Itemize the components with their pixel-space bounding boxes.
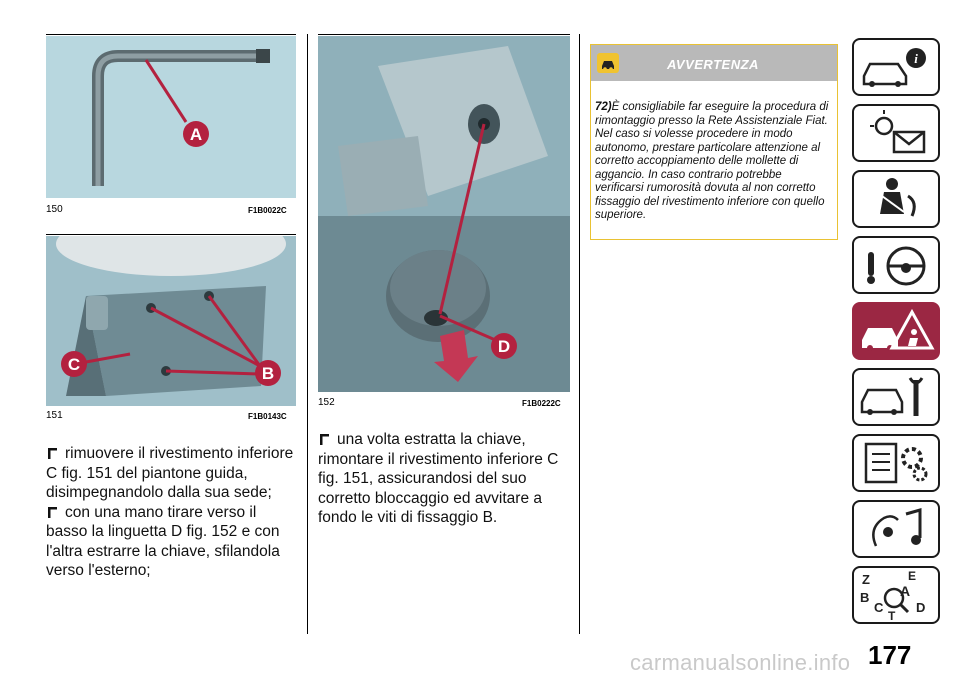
column2-item1: una volta estratta la chiave, rimontare il rivestimento inferiore C fig. 151, assicurandosi del suo corretto bloccaggio ed avvitare a fondo le viti di fissaggio B. [318, 431, 559, 526]
fig150-number: 150 [46, 204, 63, 215]
label-b: B [261, 364, 275, 383]
fig151-top-rule [46, 234, 296, 235]
allen-key-illustration [46, 36, 296, 198]
checkbox-bullet-icon [48, 448, 57, 459]
warning-box [590, 44, 838, 240]
multimedia-icon [854, 502, 938, 556]
index-letter-e: E [908, 569, 917, 583]
warning-header [591, 45, 837, 81]
tab-multimedia[interactable] [852, 500, 940, 558]
column-divider-1 [307, 34, 308, 634]
figure-152 [318, 36, 570, 392]
warning-title: AVVERTENZA [667, 57, 759, 72]
maintenance-icon [854, 370, 938, 424]
tab-index[interactable] [852, 566, 940, 624]
column1-text [46, 444, 298, 581]
safety-icon [854, 172, 938, 226]
index-letter-b: B [860, 590, 870, 605]
index-letter-d: D [916, 600, 926, 615]
steering-column-cover-illustration [46, 236, 296, 406]
tab-driving[interactable] [852, 236, 940, 294]
ignition-lock-illustration [318, 36, 570, 392]
page-number: 177 [868, 640, 912, 670]
tab-safety[interactable] [852, 170, 940, 228]
index-icon [854, 568, 938, 622]
index-letter-c: C [874, 600, 884, 615]
label-a: A [189, 125, 203, 144]
column1-item1: rimuovere il rivestimento inferiore C fig. 151 del piantone guida, disimpegnandolo dalla sua sede; [46, 445, 294, 501]
fig152-top-rule [318, 34, 570, 35]
fig151-code: F1B0143C [248, 412, 287, 421]
label-d: D [497, 337, 511, 356]
fig152-number: 152 [318, 397, 335, 408]
fig150-code: F1B0022C [248, 206, 287, 215]
car-info-icon [854, 40, 938, 94]
watermark: carmanualsonline.info [630, 650, 851, 675]
fig150-top-rule [46, 34, 296, 35]
tab-car-info[interactable] [852, 38, 940, 96]
warning-lights-icon [854, 106, 938, 160]
checkbox-bullet-icon [48, 507, 57, 518]
index-letter-z: Z [862, 572, 870, 587]
tab-warning-lights[interactable] [852, 104, 940, 162]
fig152-code: F1B0222C [522, 399, 561, 408]
fig151-number: 151 [46, 410, 63, 421]
steering-wheel-icon [854, 238, 938, 292]
figure-151 [46, 236, 296, 406]
tab-technical-data[interactable] [852, 434, 940, 492]
warning-body [591, 81, 837, 223]
figure-150 [46, 36, 296, 198]
checkbox-bullet-icon [320, 434, 329, 445]
car-warning-icon [597, 53, 619, 73]
tab-emergency[interactable] [852, 302, 940, 360]
column2-text [318, 430, 572, 528]
svg-text:i: i [914, 51, 918, 66]
index-letter-t: T [888, 609, 896, 622]
index-letter-a: A [900, 583, 911, 599]
warning-number: 72) [595, 101, 612, 113]
label-c: C [67, 355, 81, 374]
tab-maintenance[interactable] [852, 368, 940, 426]
emergency-icon [854, 304, 938, 358]
column-divider-2 [579, 34, 580, 634]
warning-text: È consigliabile far eseguire la procedura di rimontaggio presso la Rete Assistenziale Fiat. Nel caso si volesse procedere in modo autonomo, prestare particolare attenzione al corretto accoppiamento delle mollette di aggancio. In caso contrario potrebbe verificarsi rumorosità dovuta al non corretto fissaggio del rivestimento inferiore con quello superiore. [595, 101, 829, 221]
technical-data-icon [854, 436, 938, 490]
column1-item2: con una mano tirare verso il basso la linguetta D fig. 152 e con l'altra estrarre la chiave, sfilandola verso l'esterno; [46, 503, 280, 579]
